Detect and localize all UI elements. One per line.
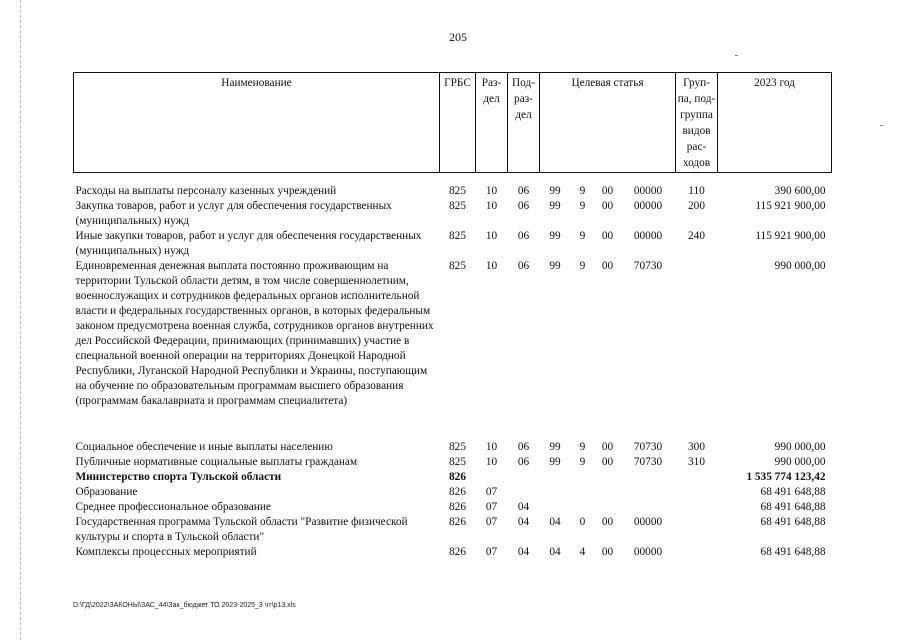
header-name: Наименование xyxy=(74,73,440,173)
row-target-sub-cell xyxy=(595,485,621,500)
table-header-row xyxy=(74,73,832,173)
row-podrazdel-cell: 06 xyxy=(517,185,530,197)
row-target-sub-cell: 00 xyxy=(601,185,614,197)
row-target-type-cell xyxy=(571,485,595,500)
table-row xyxy=(74,229,832,259)
row-expense-group-cell xyxy=(676,515,718,545)
row-expense-group-cell xyxy=(676,545,718,560)
row-target-program-cell: 99 xyxy=(549,230,561,242)
table-row xyxy=(74,485,832,500)
row-target-direction-cell xyxy=(621,500,676,515)
row-target-type-cell: 9 xyxy=(579,441,586,453)
scan-margin-line xyxy=(20,0,21,640)
row-amount-cell: 990 000,00 xyxy=(774,456,826,468)
row-target-program-cell: 04 xyxy=(549,516,561,528)
page-number: 205 xyxy=(449,30,467,44)
row-target-sub-cell: 00 xyxy=(601,456,614,468)
row-target-type-cell: 9 xyxy=(579,200,586,212)
row-target-sub-cell: 00 xyxy=(601,441,614,453)
row-podrazdel-cell: 04 xyxy=(517,546,530,558)
header-razdel: Раз- дел xyxy=(476,73,508,173)
table-row xyxy=(74,470,832,485)
header-grbs: ГРБС xyxy=(440,73,476,173)
row-target-sub-cell: 00 xyxy=(601,516,614,528)
table-row xyxy=(74,500,832,515)
row-name-cell: Публичные нормативные социальные выплаты гражданам xyxy=(75,456,358,468)
row-target-direction-cell: 00000 xyxy=(633,546,663,558)
row-expense-group-cell: 110 xyxy=(688,185,705,197)
row-grbs-cell: 825 xyxy=(449,456,466,468)
row-target-sub-cell: 00 xyxy=(601,546,614,558)
row-podrazdel-cell: 06 xyxy=(517,230,530,242)
row-razdel-cell xyxy=(476,470,508,485)
row-amount-cell: 115 921 900,00 xyxy=(755,200,826,212)
row-razdel-cell: 07 xyxy=(485,546,498,558)
row-target-type-cell xyxy=(571,500,595,515)
scan-speck xyxy=(880,125,883,126)
row-target-direction-cell xyxy=(621,485,676,500)
footer-file-path: D:\ГД\2022\ЗАКОНЫ\ЗАС_44\Зак_бюджет ТО 2023-2025_3 чт\р13.xls xyxy=(73,602,296,609)
row-name-cell: Образование xyxy=(75,486,138,498)
row-name-cell: Министерство спорта Тульской области xyxy=(75,471,282,483)
row-target-direction-cell: 70730 xyxy=(633,441,663,453)
row-razdel-cell: 10 xyxy=(485,230,498,242)
row-name-cell: Социальное обеспечение и иные выплаты населению xyxy=(75,441,333,453)
row-expense-group-cell: 310 xyxy=(688,456,705,468)
row-expense-group-cell: 240 xyxy=(688,230,705,242)
row-amount-cell: 68 491 648,88 xyxy=(760,501,826,513)
row-target-sub-cell: 00 xyxy=(601,230,614,242)
row-target-type-cell xyxy=(571,470,595,485)
row-expense-group-cell xyxy=(676,470,718,485)
row-target-sub-cell: 00 xyxy=(601,200,614,212)
row-razdel-cell: 10 xyxy=(485,260,498,272)
row-grbs-cell: 825 xyxy=(449,260,466,272)
row-target-program-cell: 04 xyxy=(549,546,561,558)
row-grbs-cell: 826 xyxy=(449,486,466,498)
row-razdel-cell: 07 xyxy=(485,486,498,498)
row-grbs-cell: 825 xyxy=(449,185,466,197)
row-razdel-cell: 10 xyxy=(485,456,498,468)
row-target-direction-cell: 00000 xyxy=(633,200,663,212)
row-grbs-cell: 825 xyxy=(449,200,466,212)
row-target-program-cell: 99 xyxy=(549,185,561,197)
row-razdel-cell: 07 xyxy=(485,501,498,513)
row-podrazdel-cell: 06 xyxy=(517,200,530,212)
row-target-program-cell: 99 xyxy=(549,456,561,468)
table-row xyxy=(74,173,832,200)
row-amount-cell: 990 000,00 xyxy=(774,260,826,272)
header-year-2023: 2023 год xyxy=(718,73,832,173)
row-expense-group-cell: 200 xyxy=(688,200,705,212)
row-razdel-cell: 10 xyxy=(485,185,498,197)
row-target-direction-cell: 00000 xyxy=(633,185,663,197)
row-amount-cell: 68 491 648,88 xyxy=(760,486,826,498)
row-target-sub-cell xyxy=(595,500,621,515)
row-target-program-cell xyxy=(540,485,571,500)
row-amount-cell: 115 921 900,00 xyxy=(755,230,826,242)
row-target-program-cell: 99 xyxy=(549,441,561,453)
table-row xyxy=(74,440,832,455)
row-target-program-cell xyxy=(540,500,571,515)
row-target-type-cell: 9 xyxy=(579,230,586,242)
row-grbs-cell: 826 xyxy=(449,516,466,528)
table-row xyxy=(74,515,832,545)
table-row xyxy=(74,199,832,229)
row-amount-cell: 390 600,00 xyxy=(774,185,826,197)
row-amount-cell: 1 535 774 123,42 xyxy=(746,471,826,483)
row-podrazdel-cell xyxy=(508,485,540,500)
row-target-type-cell: 9 xyxy=(579,260,586,272)
row-target-sub-cell: 00 xyxy=(601,260,614,272)
row-target-program-cell: 99 xyxy=(549,260,561,272)
table-row xyxy=(74,455,832,470)
row-podrazdel-cell xyxy=(508,470,540,485)
row-target-program-cell: 99 xyxy=(549,200,561,212)
row-expense-group-cell xyxy=(676,259,718,440)
row-grbs-cell: 826 xyxy=(449,501,466,513)
row-amount-cell: 990 000,00 xyxy=(774,441,826,453)
row-podrazdel-cell: 04 xyxy=(517,501,530,513)
budget-table xyxy=(73,72,832,560)
header-podrazdel: Под- раз- дел xyxy=(508,73,540,173)
row-name-cell: Комплексы процессных мероприятий xyxy=(75,546,257,558)
row-name-cell: Среднее профессиональное образование xyxy=(75,501,271,513)
row-podrazdel-cell: 04 xyxy=(517,516,530,528)
row-amount-cell: 68 491 648,88 xyxy=(760,516,826,528)
table-row xyxy=(74,545,832,560)
row-podrazdel-cell: 06 xyxy=(517,260,530,272)
row-target-type-cell: 0 xyxy=(579,516,586,528)
row-target-program-cell xyxy=(540,470,571,485)
row-grbs-cell: 826 xyxy=(449,471,466,483)
row-expense-group-cell xyxy=(676,500,718,515)
row-expense-group-cell xyxy=(676,485,718,500)
row-target-direction-cell: 70730 xyxy=(633,260,663,272)
row-target-direction-cell: 00000 xyxy=(633,516,663,528)
row-target-type-cell: 4 xyxy=(579,546,586,558)
row-name-cell: Единовременная денежная выплата постоянно проживающим на территории Тульской области детям, в том числе совершеннолетним, военнослужащих и сотрудников федеральных органов исполнительной власти и федеральных государственных органов, в которых федеральным законом предусмотрена военная служба, сотрудников органов внутренних дел Российской Федерации, принимающих (принимавших) участие в специальной военной операции на территориях Донецкой Народной Республики, Луганской Народной Республики и Украины, поступающим на обучение по образовательным программам высшего образования (программам бакалавриата и программам специалитета) xyxy=(75,260,434,407)
row-grbs-cell: 825 xyxy=(449,441,466,453)
table-row xyxy=(74,259,832,440)
header-expense-group: Груп- па, под- группа видов рас- ходов xyxy=(676,73,718,173)
row-target-direction-cell: 00000 xyxy=(633,230,663,242)
row-target-type-cell: 9 xyxy=(579,456,586,468)
row-podrazdel-cell: 06 xyxy=(517,456,530,468)
row-razdel-cell: 10 xyxy=(485,200,498,212)
row-grbs-cell: 825 xyxy=(449,230,466,242)
row-podrazdel-cell: 06 xyxy=(517,441,530,453)
row-name-cell: Иные закупки товаров, работ и услуг для обеспечения государственных (муниципальных) нужд xyxy=(75,230,422,257)
row-target-type-cell: 9 xyxy=(579,185,586,197)
scan-speck xyxy=(735,55,738,56)
row-grbs-cell: 826 xyxy=(449,546,466,558)
header-target-article: Целевая статья xyxy=(540,73,676,173)
row-amount-cell: 68 491 648,88 xyxy=(760,546,826,558)
row-target-direction-cell: 70730 xyxy=(633,456,663,468)
row-name-cell: Государственная программа Тульской области "Развитие физической культуры и спорта в Тульской области" xyxy=(75,516,408,543)
row-razdel-cell: 07 xyxy=(485,516,498,528)
row-razdel-cell: 10 xyxy=(485,441,498,453)
row-target-sub-cell xyxy=(595,470,621,485)
row-name-cell: Расходы на выплаты персоналу казенных учреждений xyxy=(75,185,337,197)
row-name-cell: Закупка товаров, работ и услуг для обеспечения государственных (муниципальных) нужд xyxy=(75,200,392,227)
row-expense-group-cell: 300 xyxy=(688,441,705,453)
row-target-direction-cell xyxy=(621,470,676,485)
